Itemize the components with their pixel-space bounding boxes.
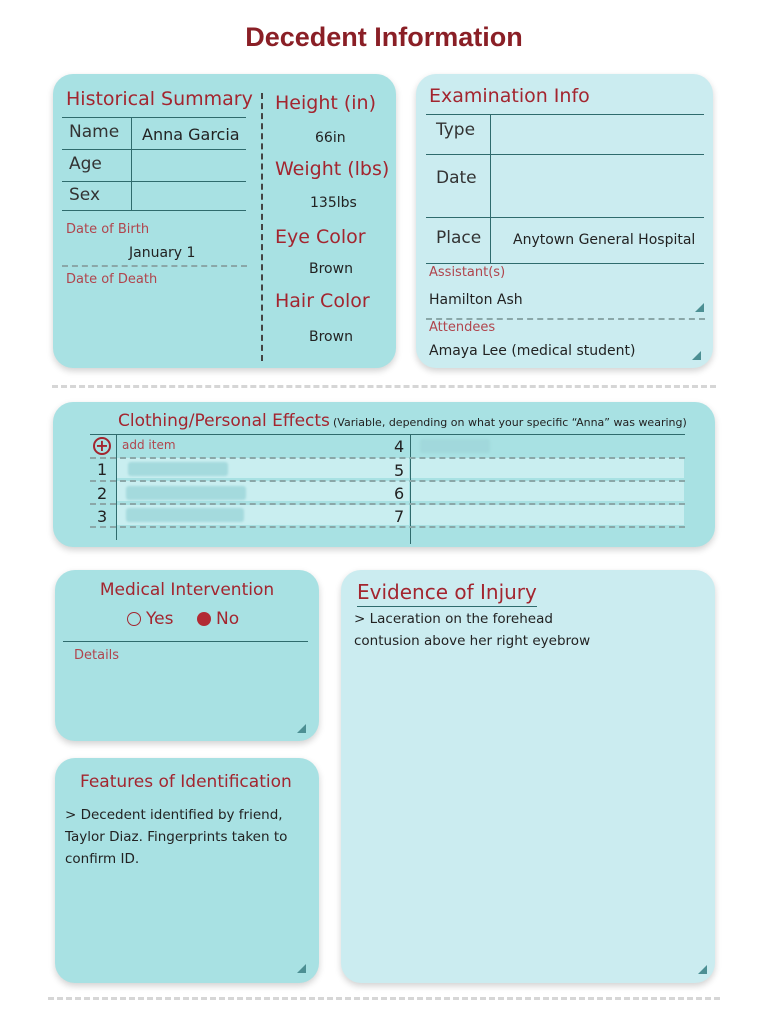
clothing-row-number: 1 — [97, 460, 108, 479]
attendees-label: Attendees — [429, 320, 496, 335]
clothing-item-3-field[interactable] — [126, 508, 244, 522]
clothing-heading: Clothing/Personal Effects — [118, 411, 330, 431]
clothing-row-number: 4 — [394, 437, 405, 456]
medical-intervention-heading: Medical Intervention — [99, 580, 275, 600]
historical-summary-heading: Historical Summary — [66, 88, 253, 110]
no-label: No — [216, 609, 240, 629]
column-divider — [261, 93, 263, 361]
details-resize-handle[interactable] — [297, 724, 306, 733]
name-field[interactable]: Anna Garcia — [142, 125, 240, 144]
clothing-row-number: 3 — [97, 507, 108, 526]
no-radio-selected[interactable] — [197, 612, 211, 626]
clothing-row-number: 5 — [394, 461, 405, 480]
assistants-resize-handle[interactable] — [695, 303, 704, 312]
section-separator — [52, 385, 716, 388]
weight-field[interactable]: 135lbs — [310, 195, 357, 211]
assistants-label: Assistant(s) — [429, 265, 506, 280]
eye-color-field[interactable]: Brown — [309, 261, 353, 277]
clothing-row-number: 6 — [394, 484, 405, 503]
clothing-item-4-field[interactable] — [420, 439, 490, 453]
features-resize-handle[interactable] — [297, 964, 306, 973]
height-label: Height (in) — [275, 92, 376, 114]
hair-color-label: Hair Color — [275, 290, 370, 312]
assistants-field[interactable]: Hamilton Ash — [429, 292, 523, 308]
bottom-separator — [48, 997, 720, 1000]
height-field[interactable]: 66in — [315, 130, 346, 146]
injury-heading: Evidence of Injury — [357, 580, 537, 607]
add-item-icon[interactable]: + — [93, 437, 111, 455]
type-label: Type — [436, 120, 476, 140]
yes-label: Yes — [146, 609, 174, 629]
dob-field[interactable]: January 1 — [129, 245, 196, 261]
injury-line[interactable]: > Laceration on the forehead — [354, 611, 553, 627]
clothing-row-number: 2 — [97, 484, 108, 503]
clothing-row-number: 7 — [394, 507, 405, 526]
injury-resize-handle[interactable] — [698, 965, 707, 974]
clothing-item-1-field[interactable] — [128, 462, 228, 476]
injury-line[interactable]: contusion above her right eyebrow — [354, 633, 591, 649]
sex-label: Sex — [69, 185, 101, 205]
eye-color-label: Eye Color — [275, 226, 366, 248]
dob-label: Date of Birth — [66, 222, 150, 237]
clothing-item-2-field[interactable] — [126, 486, 246, 500]
place-field[interactable]: Anytown General Hospital — [513, 232, 696, 248]
features-heading: Features of Identification — [80, 772, 292, 792]
yes-radio[interactable] — [127, 612, 141, 626]
hair-color-field[interactable]: Brown — [309, 329, 353, 345]
attendees-field[interactable]: Amaya Lee (medical student) — [429, 343, 636, 359]
age-label: Age — [69, 154, 102, 174]
clothing-note: (Variable, depending on what your specific “Anna” was wearing) — [333, 416, 687, 429]
dob-divider — [62, 265, 247, 267]
examination-heading: Examination Info — [429, 85, 590, 107]
features-text[interactable]: > Decedent identified by friend, Taylor Diaz. Fingerprints taken to confirm ID. — [65, 807, 288, 867]
add-item-button[interactable]: add item — [122, 438, 176, 452]
date-label: Date — [436, 168, 477, 188]
place-label: Place — [436, 228, 482, 248]
attendees-resize-handle[interactable] — [692, 351, 701, 360]
historical-summary-panel — [53, 74, 396, 368]
name-label: Name — [69, 122, 120, 142]
dod-label: Date of Death — [66, 272, 158, 287]
weight-label: Weight (lbs) — [275, 158, 390, 180]
page-title: Decedent Information — [245, 22, 523, 52]
details-label: Details — [74, 648, 120, 663]
